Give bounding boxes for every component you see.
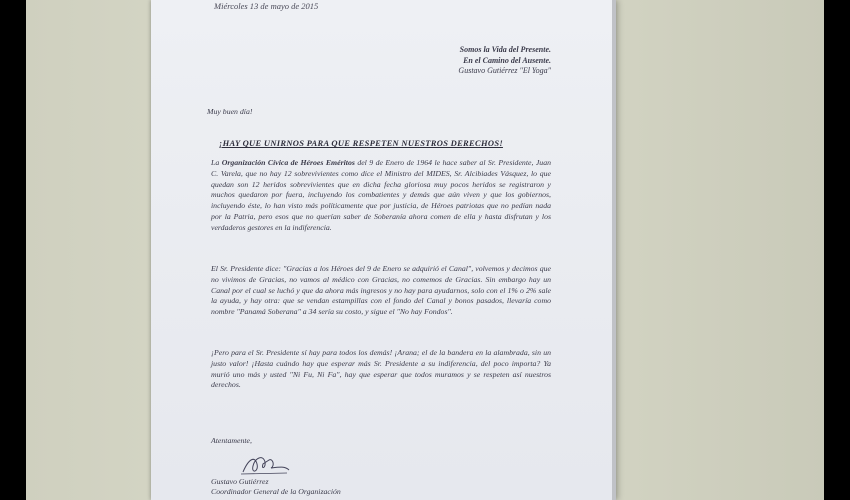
organization-name: Organización Cívica de Héroes Eméritos bbox=[221, 158, 355, 167]
paragraph-3: ¡Pero para el Sr. Presidente sí hay para todos los demás! ¡Arana; el de la bandera en la alambrada, sin un justo valor! ¡Hasta cuándo hay que esperar más Sr. Presidente a su indiferencia, del poco importa? Ya murió uno más y usted "Ni Fu, Ni Fa", hay que esperar que todos muramos y se respeten así nuestros derechos. bbox=[211, 348, 551, 390]
page-edge bbox=[612, 0, 616, 500]
letter-date: Miércoles 13 de mayo de 2015 bbox=[214, 1, 319, 11]
paragraph-1-body: del 9 de Enero de 1964 le hace saber al Sr. Presidente, Juan C. Varela, que no hay 12 sobrevivientes como dice el Ministro del MIDES, Sr. Alcibiades Vásquez, lo que quedan son 12 heridos sobrevivientes que en dicha fecha gloriosa muy pocos heridos se registraron y muchos quedaron por fuera, incluyendo los combatientes y demás que aún viven y que los gobiernos, incluyendo éste, lo han visto más políticamente que por justicia, de Héroes patriotas que no pedían nada por la Patria, pero esos que no querían saber de Soberanía ahora comen de ella y hasta disfrutan y los verdaderos gestores en la indiferencia. bbox=[211, 158, 551, 232]
paragraph-1-lead: La bbox=[211, 158, 220, 167]
handwritten-signature bbox=[239, 452, 291, 478]
motto-line-2: En el Camino del Ausente. bbox=[463, 55, 551, 65]
motto-author: Gustavo Gutiérrez "El Yoga" bbox=[458, 66, 551, 75]
motto-line-1: Somos la Vida del Presente. bbox=[459, 45, 551, 54]
paragraph-1 bbox=[211, 158, 551, 234]
signature-block bbox=[211, 477, 341, 497]
paragraph-2: El Sr. Presidente dice: "Gracias a los Héroes del 9 de Enero se adquirió el Canal", volvemos y decimos que no vivimos de Gracias, no vamos al médico con Gracias, no comemos de Gracias. Sin embargo hay un Canal por el cual se luchó y que da ahora más ingresos y no hay para ayudarnos, solo con el 1% o 2% sale la ayuda, y hay otra: que se vendan estampillas con el fondo del Canal y bonos pasados, llevaría como nombre "Panamá Soberana" a 34 sería su costo, y sigue el "No hay Fondos". bbox=[211, 264, 551, 317]
closing: Atentamente, bbox=[211, 436, 252, 445]
letter-page bbox=[151, 0, 616, 500]
motto-block bbox=[351, 45, 551, 77]
letter-headline: ¡HAY QUE UNIRNOS PARA QUE RESPETEN NUESTROS DERECHOS! bbox=[219, 138, 503, 148]
greeting: Muy buen día! bbox=[207, 107, 253, 116]
signer-name: Gustavo Gutiérrez bbox=[211, 477, 269, 486]
signer-title: Coordinador General de la Organización bbox=[211, 487, 341, 496]
